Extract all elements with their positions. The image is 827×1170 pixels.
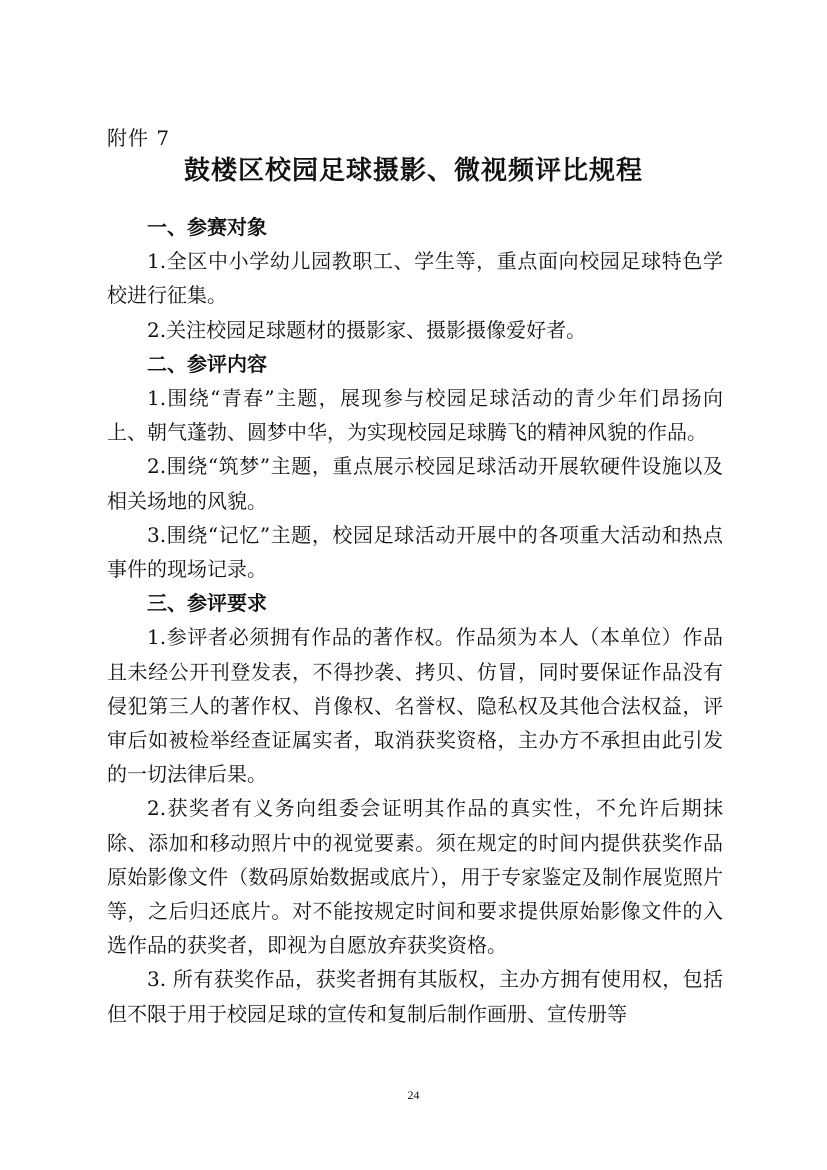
- paragraph: 2.获奖者有义务向组委会证明其作品的真实性，不允许后期抹除、添加和移动照片中的视觉要素。须在规定的时间内提供获奖作品原始影像文件（数码原始数据或底片），用于专家鉴定及制作展览照片等，之后归还底片。对不能按规定时间和要求提供原始影像文件的入选作品的获奖者，即视为自愿放弃获奖资格。: [107, 796, 723, 958]
- section-heading: 三、参评要求: [147, 591, 267, 616]
- document-title: 鼓楼区校园足球摄影、微视频评比规程: [183, 156, 643, 186]
- section-heading: 一、参赛对象: [147, 215, 267, 239]
- paragraph: 2.围绕“筑梦”主题，重点展示校园足球活动开展软硬件设施以及相关场地的风貌。: [107, 454, 723, 513]
- section-heading: 二、参评内容: [147, 351, 267, 376]
- paragraph: 1.全区中小学幼儿园教职工、学生等，重点面向校园足球特色学校进行征集。: [107, 249, 723, 308]
- paragraph: 1.围绕“青春”主题，展现参与校园足球活动的青少年们昂扬向上、朝气蓬勃、圆梦中华，为实现校园足球腾飞的精神风貌的作品。: [107, 386, 723, 445]
- page-number: 24: [407, 1088, 420, 1102]
- paragraph: 1.参评者必须拥有作品的著作权。作品须为本人（本单位）作品且未经公开刊登发表，不得抄袭、拷贝、仿冒，同时要保证作品没有侵犯第三人的著作权、肖像权、名誉权、隐私权及其他合法权益，评审后如被检举经查证属实者，取消获奖资格，主办方不承担由此引发的一切法律后果。: [107, 625, 723, 787]
- attachment-label: 附件 7: [107, 126, 171, 150]
- document-body: [107, 210, 723, 1031]
- paragraph: 3. 所有获奖作品，获奖者拥有其版权，主办方拥有使用权，包括但不限于用于校园足球的宣传和复制后制作画册、宣传册等: [107, 967, 723, 1026]
- paragraph: 3.围绕“记忆”主题，校园足球活动开展中的各项重大活动和热点事件的现场记录。: [107, 522, 723, 582]
- paragraph: 2.关注校园足球题材的摄影家、摄影摄像爱好者。: [147, 317, 587, 342]
